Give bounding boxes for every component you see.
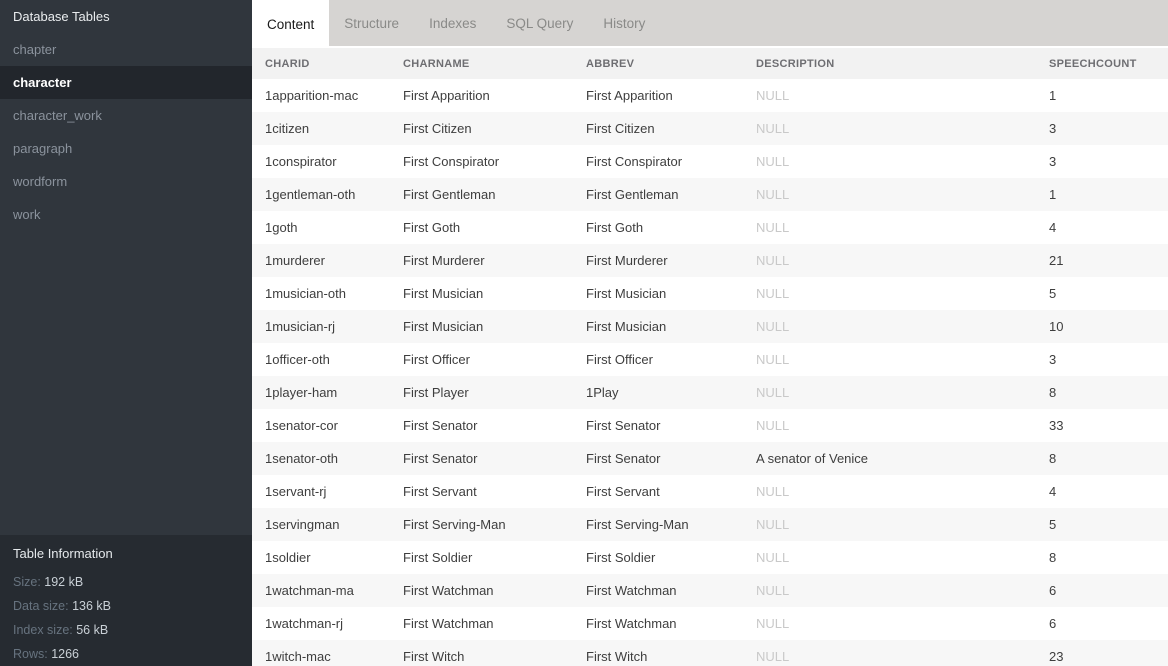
tab-bar — [252, 0, 1168, 48]
cell-description: NULL — [756, 319, 790, 334]
cell-charid: 1goth — [265, 220, 298, 235]
cell-charname: First Goth — [403, 220, 461, 235]
cell-charname: First Murderer — [403, 253, 485, 268]
cell-description: NULL — [756, 187, 790, 202]
cell-charid: 1gentleman-oth — [265, 187, 356, 202]
cell-description: NULL — [756, 583, 790, 598]
cell-charid: 1player-ham — [265, 385, 338, 400]
cell-description: NULL — [756, 154, 790, 169]
table-header-row — [252, 48, 1168, 79]
stat-label: Rows: — [13, 647, 52, 661]
cell-charid: 1citizen — [265, 121, 310, 136]
column-header-abbrev[interactable]: ABBREV — [586, 57, 635, 70]
cell-abbrev: First Witch — [586, 649, 648, 664]
cell-abbrev: First Servant — [586, 484, 660, 499]
cell-abbrev: First Serving-Man — [586, 517, 689, 532]
cell-speechcount: 1 — [1049, 88, 1057, 103]
cell-speechcount: 10 — [1049, 319, 1064, 334]
cell-abbrev: First Gentleman — [586, 187, 679, 202]
sidebar-item-chapter[interactable]: chapter — [13, 42, 57, 57]
table-row[interactable] — [252, 607, 1168, 640]
cell-description: A senator of Venice — [756, 451, 869, 466]
sidebar-item-paragraph[interactable]: paragraph — [13, 141, 73, 156]
table-info-stat — [13, 570, 239, 594]
stat-label: Index size: — [13, 623, 77, 637]
cell-description: NULL — [756, 484, 790, 499]
cell-speechcount: 6 — [1049, 616, 1057, 631]
cell-speechcount: 1 — [1049, 187, 1057, 202]
cell-charid: 1senator-oth — [265, 451, 338, 466]
table-row[interactable] — [252, 79, 1168, 112]
cell-abbrev: First Senator — [586, 451, 661, 466]
cell-description: NULL — [756, 286, 790, 301]
table-row[interactable] — [252, 244, 1168, 277]
cell-charid: 1servant-rj — [265, 484, 327, 499]
cell-abbrev: First Watchman — [586, 616, 677, 631]
tab-sql-query[interactable]: SQL Query — [506, 15, 574, 31]
table-row[interactable] — [252, 112, 1168, 145]
table-row[interactable] — [252, 376, 1168, 409]
cell-abbrev: First Citizen — [586, 121, 655, 136]
cell-charname: First Watchman — [403, 616, 494, 631]
cell-speechcount: 8 — [1049, 451, 1057, 466]
table-info-stats — [13, 570, 239, 666]
sidebar-item-character_work[interactable]: character_work — [13, 108, 102, 123]
cell-charid: 1apparition-mac — [265, 88, 359, 103]
table-info-stat — [13, 594, 239, 618]
cell-charid: 1watchman-ma — [265, 583, 354, 598]
cell-description: NULL — [756, 253, 790, 268]
cell-charname: First Servant — [403, 484, 477, 499]
cell-charid: 1musician-rj — [265, 319, 336, 334]
cell-speechcount: 8 — [1049, 550, 1057, 565]
cell-speechcount: 33 — [1049, 418, 1064, 433]
table-info-stat — [13, 642, 239, 666]
cell-description: NULL — [756, 550, 790, 565]
table-row[interactable] — [252, 508, 1168, 541]
column-header-description[interactable]: DESCRIPTION — [756, 57, 835, 70]
cell-speechcount: 3 — [1049, 121, 1057, 136]
cell-charname: First Senator — [403, 451, 478, 466]
column-header-speechcount[interactable]: SPEECHCOUNT — [1049, 57, 1137, 70]
table-row[interactable] — [252, 541, 1168, 574]
cell-charid: 1officer-oth — [265, 352, 330, 367]
cell-description: NULL — [756, 352, 790, 367]
cell-abbrev: First Goth — [586, 220, 644, 235]
cell-description: NULL — [756, 220, 790, 235]
cell-abbrev: First Conspirator — [586, 154, 683, 169]
table-row[interactable] — [252, 310, 1168, 343]
cell-charid: 1musician-oth — [265, 286, 346, 301]
cell-speechcount: 3 — [1049, 154, 1057, 169]
cell-charname: First Gentleman — [403, 187, 496, 202]
cell-charid: 1murderer — [265, 253, 325, 268]
column-header-charid[interactable]: CHARID — [265, 57, 310, 70]
table-info-stat — [13, 618, 239, 642]
cell-charid: 1soldier — [265, 550, 311, 565]
cell-charname: First Serving-Man — [403, 517, 506, 532]
cell-abbrev: First Apparition — [586, 88, 673, 103]
cell-charname: First Officer — [403, 352, 470, 367]
cell-abbrev: First Officer — [586, 352, 653, 367]
cell-speechcount: 4 — [1049, 220, 1057, 235]
cell-charname: First Conspirator — [403, 154, 500, 169]
cell-abbrev: First Watchman — [586, 583, 677, 598]
cell-abbrev: First Musician — [586, 286, 667, 301]
tab-history[interactable]: History — [603, 15, 646, 31]
cell-speechcount: 8 — [1049, 385, 1057, 400]
table-info-panel — [0, 535, 252, 666]
cell-speechcount: 21 — [1049, 253, 1064, 268]
cell-charid: 1witch-mac — [265, 649, 331, 664]
cell-charname: First Watchman — [403, 583, 494, 598]
cell-charid: 1senator-cor — [265, 418, 338, 433]
table-row[interactable] — [252, 574, 1168, 607]
cell-description: NULL — [756, 649, 790, 664]
cell-description: NULL — [756, 88, 790, 103]
cell-charid: 1servingman — [265, 517, 340, 532]
cell-speechcount: 3 — [1049, 352, 1057, 367]
table-row[interactable] — [252, 640, 1168, 666]
cell-description: NULL — [756, 121, 790, 136]
tab-indexes[interactable]: Indexes — [429, 15, 477, 31]
cell-description: NULL — [756, 385, 790, 400]
cell-speechcount: 23 — [1049, 649, 1064, 664]
table-row[interactable] — [252, 409, 1168, 442]
cell-charname: First Musician — [403, 319, 484, 334]
stat-label: Size: — [13, 575, 45, 589]
cell-speechcount: 5 — [1049, 286, 1057, 301]
stat-value: 56 kB — [76, 623, 109, 637]
sidebar-spacer — [0, 231, 252, 535]
cell-speechcount: 4 — [1049, 484, 1057, 499]
cell-charname: First Senator — [403, 418, 478, 433]
table-row[interactable] — [252, 277, 1168, 310]
cell-speechcount: 5 — [1049, 517, 1057, 532]
cell-description: NULL — [756, 517, 790, 532]
sidebar — [0, 0, 252, 666]
cell-description: NULL — [756, 616, 790, 631]
cell-charname: First Citizen — [403, 121, 472, 136]
table-info-title: Table Information — [13, 546, 113, 561]
sidebar-item-work[interactable]: work — [13, 207, 41, 222]
table-row[interactable] — [252, 343, 1168, 376]
sidebar-item-wordform[interactable]: wordform — [13, 174, 68, 189]
column-header-charname[interactable]: CHARNAME — [403, 57, 470, 70]
table-row[interactable] — [252, 475, 1168, 508]
table-row[interactable] — [252, 211, 1168, 244]
tab-content[interactable]: Content — [252, 0, 329, 48]
main-content — [252, 0, 1168, 666]
sidebar-item-character[interactable]: character — [0, 66, 252, 99]
cell-charname: First Player — [403, 385, 469, 400]
cell-abbrev: 1Play — [586, 385, 619, 400]
cell-charname: First Soldier — [403, 550, 473, 565]
table-body — [252, 79, 1168, 666]
tab-structure[interactable]: Structure — [344, 15, 400, 31]
cell-charname: First Apparition — [403, 88, 490, 103]
cell-charname: First Witch — [403, 649, 465, 664]
stat-value: 136 kB — [72, 599, 111, 613]
cell-speechcount: 6 — [1049, 583, 1057, 598]
cell-charname: First Musician — [403, 286, 484, 301]
table-row[interactable] — [252, 442, 1168, 475]
sidebar-title: Database Tables — [13, 9, 110, 24]
cell-description: NULL — [756, 418, 790, 433]
stat-value: 192 kB — [44, 575, 84, 589]
cell-abbrev: First Musician — [586, 319, 667, 334]
stat-label: Data size: — [13, 599, 73, 613]
stat-value: 1266 — [51, 647, 80, 661]
cell-abbrev: First Senator — [586, 418, 661, 433]
cell-abbrev: First Murderer — [586, 253, 668, 268]
sidebar-table-list — [0, 33, 252, 231]
table-row[interactable] — [252, 178, 1168, 211]
cell-charid: 1conspirator — [265, 154, 337, 169]
cell-charid: 1watchman-rj — [265, 616, 344, 631]
cell-abbrev: First Soldier — [586, 550, 656, 565]
table-row[interactable] — [252, 145, 1168, 178]
